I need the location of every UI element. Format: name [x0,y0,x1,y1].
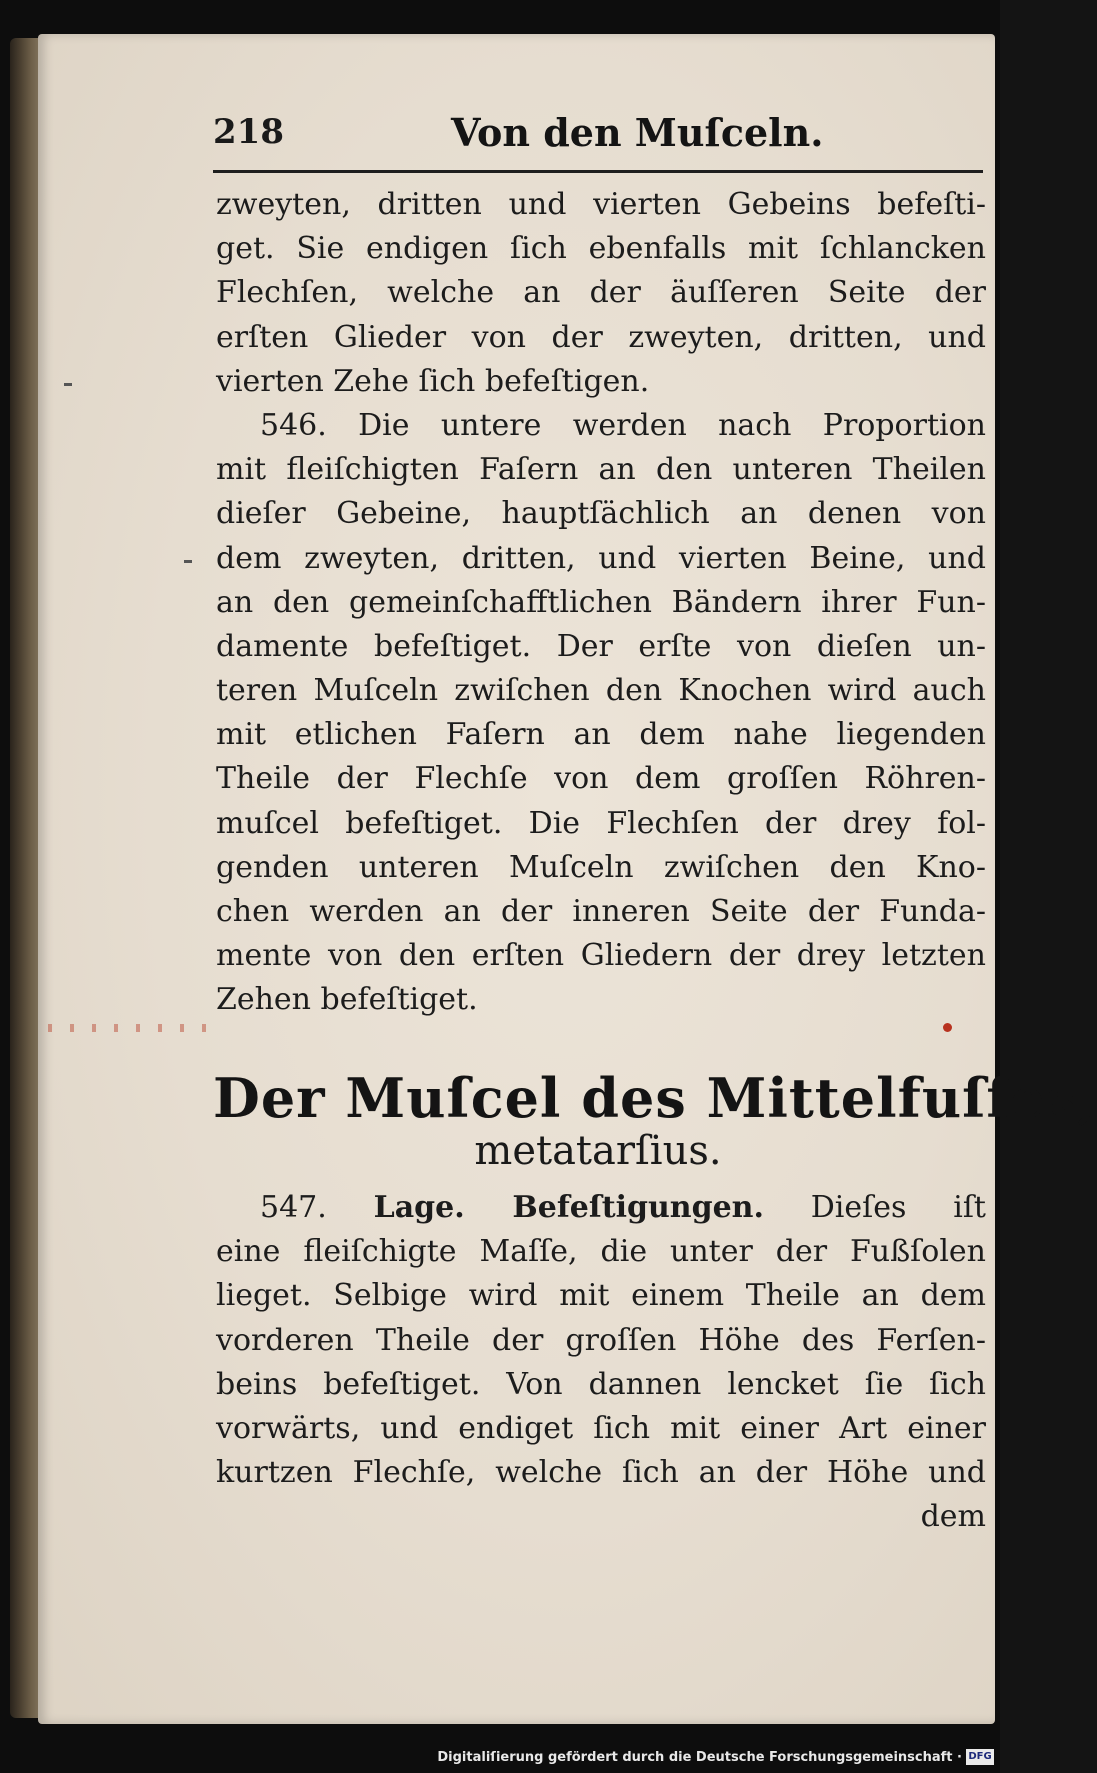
text-line: teren Muſceln zwiſchen den Knochen wird auch [216,673,986,709]
text-line: chen werden an der inneren Seite der Funda- [216,894,986,929]
text-line: vorderen Theile der groſſen Höhe des Ferſen- [216,1322,986,1358]
text-line: genden unteren Muſceln zwiſchen den Kno- [216,849,986,885]
page-header [213,112,993,160]
text-line: kurtzen Flechſe, welche ſich an der Höhe und [216,1455,986,1491]
text-line: Theile der Flechſe von dem groſſen Röhren- [216,761,986,797]
header-rule [213,170,983,173]
line-rest: Dieſes iſt [810,1190,986,1225]
catchword: dem [920,1499,986,1535]
paragraph-block-2 [216,1186,986,1540]
text-line: beins befeſtiget. Von dannen lencket ſie ſich [216,1366,986,1402]
text-line: muſcel befeſtiget. Die Flechſen der drey fol- [216,805,986,841]
text-line: mente von den erſten Gliedern der drey letzten [216,938,986,974]
red-ink-dot [943,1023,952,1032]
text-line: mit fleiſchigten Faſern an den unteren Theilen [216,452,986,488]
text-line: vorwärts, und endiget ſich mit einer Art einer [216,1410,986,1446]
footer-credit: Digitaliſierung gefördert durch die Deutsche Forschungsgemeinschaft · [437,1750,962,1765]
text-line: zweyten, dritten und vierten Gebeins befeſti- [216,187,986,222]
text-line: Zehen befeſtiget. [216,982,478,1018]
text-line: eine fleiſchigte Maſſe, die unter der Fußſolen [216,1234,986,1270]
paragraph-number: 547. [260,1190,327,1225]
text-line: 546. Die untere werden nach Proportion [260,407,986,443]
text-line: lieget. Selbige wird mit einem Theile an dem [216,1278,986,1314]
dfg-logo-icon: DFG [966,1749,994,1765]
page-number: 218 [213,112,284,152]
digitization-footer [0,1746,1000,1773]
text-line-first [216,1186,986,1230]
margin-mark [64,383,72,386]
section-heading: Der Muſcel des Mittelfuſſes, [213,1066,1097,1130]
text-line: dem zweyten, dritten, und vierten Beine, und [216,540,986,576]
bold-lead: Lage. Befeſtigungen. [373,1190,764,1225]
text-line: an den gemeinſchafftlichen Bändern ihrer Fun- [216,584,986,620]
page-edge-dots [48,1024,218,1032]
section-subheading: metatarſius. [474,1128,722,1174]
running-head: Von den Muſceln. [451,110,824,155]
paragraph-block-1 [216,183,986,1023]
text-line: vierten Zehe ſich befeſtigen. [216,363,650,399]
text-line: Flechſen, welche an der äuſſeren Seite der [216,275,986,311]
text-line: mit etlichen Faſern an dem nahe liegenden [216,717,986,753]
text-line: get. Sie endigen ſich ebenfalls mit ſchlancken [216,231,986,267]
margin-mark [184,560,192,563]
text-line: damente befeſtiget. Der erſte von dieſen un- [216,628,986,664]
text-line: erſten Glieder von der zweyten, dritten, und [216,319,986,355]
text-line: dieſer Gebeine, hauptſächlich an denen von [216,496,986,532]
